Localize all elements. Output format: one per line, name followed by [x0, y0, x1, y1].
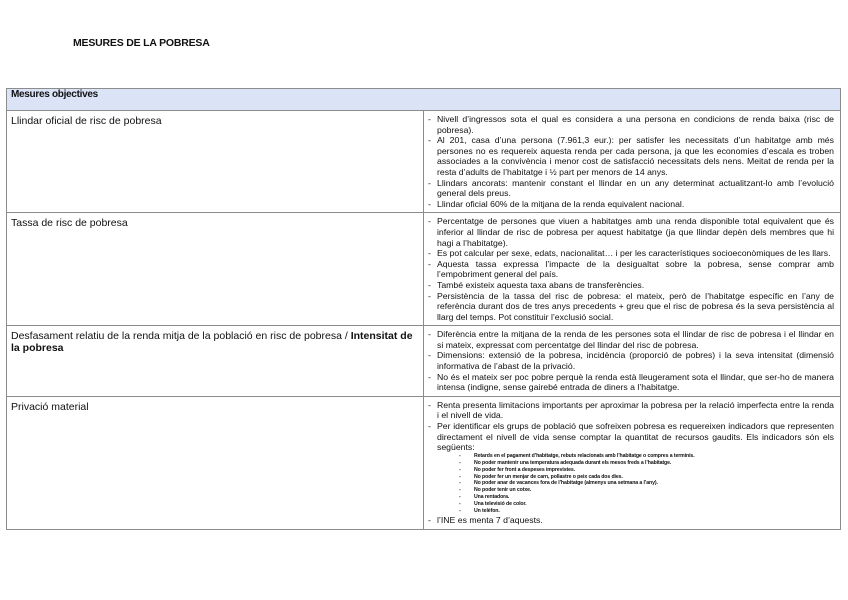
- row-label-bold: Intensitat de la pobresa: [11, 330, 413, 355]
- table-row: [7, 213, 841, 326]
- list-item: - Llindar oficial 60% de la mitjana de la renda equivalent nacional.: [428, 199, 834, 210]
- table-row: [7, 326, 841, 397]
- row-content: [424, 326, 841, 397]
- row-content: [424, 111, 841, 213]
- list-item: - També existeix aquesta taxa abans de transferències.: [428, 280, 834, 291]
- measures-table: [6, 88, 841, 530]
- list-item: - No és el mateix ser poc pobre perquè la renda està lleugerament sota el llindar, que ser-ho de manera intensa (indigne, sense gairebé entrada de diners a l’habitatge.: [428, 372, 834, 393]
- list-item: - Al 201, casa d’una persona (7.961,3 eur.): per satisfer les necessitats d’un habitatge amb més persones no es requereix aquesta renda per cada persona, ja que les economies d’escala es troben associades a la convivència i menor cost de satisfacció necessitats dels nens. Meitat de renda per la resta d’adults de l’habitatge i ½ part per menors de 14 anys.: [428, 135, 834, 177]
- table-header: Mesures objectives: [7, 89, 841, 111]
- list-item: - Dimensions: extensió de la pobresa, incidència (proporció de pobres) i la seva intensitat (dimensió informativa de l’abast de la privació.: [428, 350, 834, 371]
- list-item: - Llindars ancorats: mantenir constant el llindar en un any determinat actualitzant-lo amb l’evolució general dels preus.: [428, 178, 834, 199]
- list-item: - Diferència entre la mitjana de la renda de les persones sota el llindar de risc de pobresa i el llindar en si mateix, expressat com percentatge del llindar del risc de pobresa.: [428, 329, 834, 350]
- row-label: [7, 326, 424, 397]
- indicator-item: - No poder tenir un cotxe.: [459, 487, 834, 494]
- row-label-text: Desfasament relatiu de la renda mitja de la població en risc de pobresa /: [11, 330, 351, 343]
- indicator-item: - No poder anar de vacances fora de l’habitatge (almenys una setmana a l’any).: [459, 480, 834, 487]
- row-label: Privació material: [7, 396, 424, 529]
- row-content: [424, 213, 841, 326]
- row-label: Llindar oficial de risc de pobresa: [7, 111, 424, 213]
- indicator-list: [437, 453, 834, 515]
- table-header-row: [7, 89, 841, 111]
- page-title: MESURES DE LA POBRESA: [73, 37, 210, 49]
- table-row: [7, 396, 841, 529]
- list-item: - Renta presenta limitacions importants per aproximar la pobresa per la relació imperfecta entre la renda i el nivell de vida.: [428, 400, 834, 421]
- list-item: - Nivell d’ingressos sota el qual es considera a una persona en condicions de renda baixa (risc de pobresa).: [428, 114, 834, 135]
- indicator-item: - Una televisió de color.: [459, 501, 834, 508]
- list-item: - l’INE es menta 7 d’aquests.: [428, 515, 834, 526]
- indicator-item: - Retards en el pagament d’habitatge, rebuts relacionats amb l’habitatge o compres a terminis.: [459, 453, 834, 460]
- list-item: [428, 421, 834, 515]
- table-row: [7, 111, 841, 213]
- indicator-item: - No poder fer un menjar de carn, pollastre o peix cada dos dies.: [459, 474, 834, 481]
- list-item-text: Per identificar els grups de població que sofreixen pobresa es requereixen indicadors que representen directament el nivell de vida sense comptar la quantitat de recursos gaudits. Els indicadors són els següents:: [437, 421, 834, 453]
- list-item: - Persistència de la tassa del risc de pobresa: el mateix, però de l’habitatge específic en l’any de referència durant dos de tres anys precedents + greu que el risc de pobresa és la seva persistència al llarg del temps. Pot constituir l’exclusió social.: [428, 291, 834, 323]
- list-item: - Es pot calcular per sexe, edats, nacionalitat… i per les característiques socioeconòmiques de les llars.: [428, 248, 834, 259]
- indicator-item: - Una rentadora.: [459, 494, 834, 501]
- indicator-item: - No poder mantenir una temperatura adequada durant els mesos freds a l’habitatge.: [459, 460, 834, 467]
- indicator-item: - No poder fer front a despeses imprevistes.: [459, 467, 834, 474]
- indicator-item: - Un telèfon.: [459, 508, 834, 515]
- row-label: Tassa de risc de pobresa: [7, 213, 424, 326]
- list-item: - Aquesta tassa expressa l’impacte de la desigualtat sobre la pobresa, sense comprar amb l’empobriment general del país.: [428, 259, 834, 280]
- row-content: [424, 396, 841, 529]
- list-item: - Percentatge de persones que viuen a habitatges amb una renda disponible total equivalent que és inferior al llindar de risc de pobresa per aquest habitatge (ja que llindar depèn dels membres que hi hagi a l’habitatge).: [428, 216, 834, 248]
